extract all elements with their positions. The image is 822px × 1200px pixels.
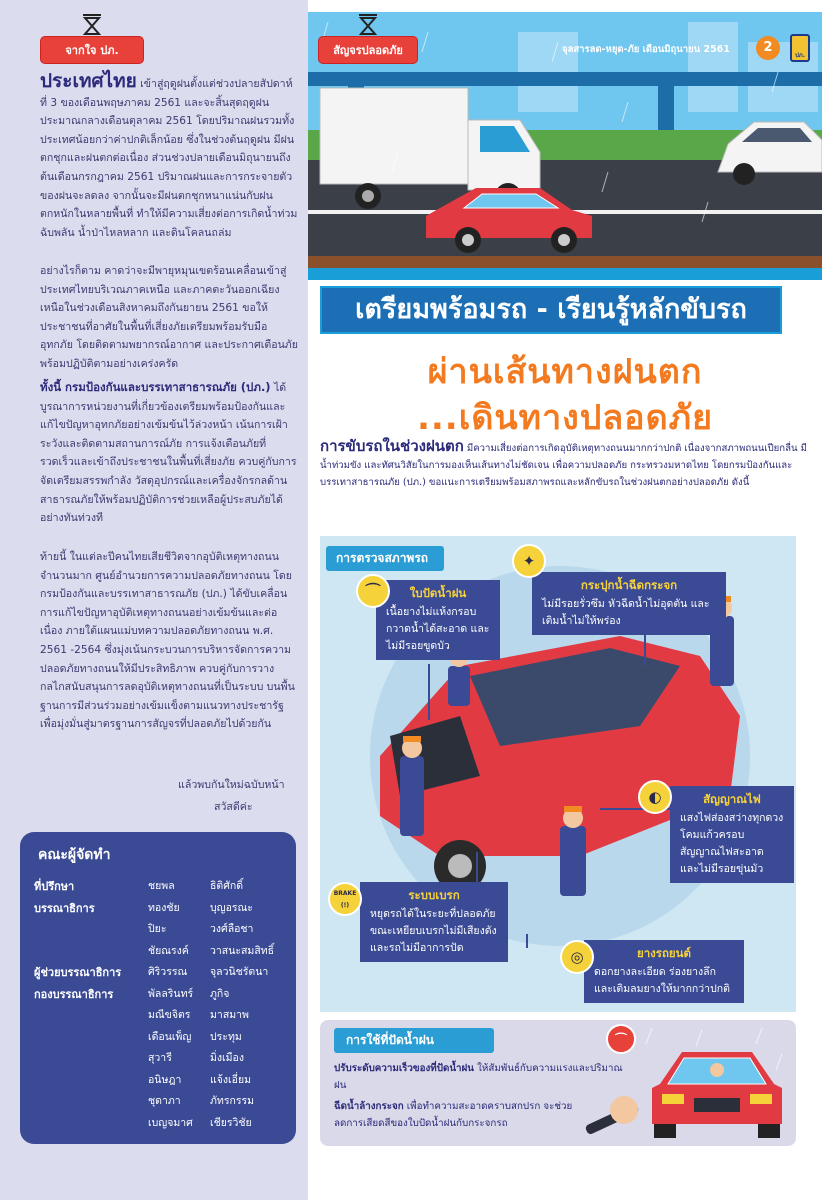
intro-paragraph [320, 438, 812, 491]
staff-role: กองบรรณาธิการ [34, 987, 114, 1001]
staff-role [34, 1113, 148, 1135]
staff-title: คณะผู้จัดทำ [38, 847, 111, 863]
check-card-title: ระบบเบรก [408, 888, 460, 902]
staff-row [34, 1091, 282, 1113]
staff-role [34, 1005, 148, 1027]
staff-first-name: ชุดาภา [148, 1095, 181, 1107]
wiper-tip-1-lead: ปรับระดับความเร็วของที่ปัดน้ำฝน [334, 1063, 474, 1074]
check-card-title: ยางรถยนต์ [636, 946, 692, 960]
staff-last-name: มิ่งเมือง [210, 1052, 244, 1064]
issue-text: จุลสารลด-หยุด-ภัย เดือนมิถุนายน 2561 [562, 44, 730, 55]
tire-icon: ◎ [560, 940, 594, 974]
check-card-washer-tank [532, 572, 726, 635]
staff-role [34, 919, 148, 941]
section-tag-right: สัญจรปลอดภัย [318, 36, 418, 64]
staff-last-name: จุลวนิชรัตนา [210, 966, 269, 978]
staff-last-name: ธิติศักดิ์ [210, 880, 244, 892]
staff-last-name: ภูกิจ [210, 987, 230, 1000]
wiper-usage-box [320, 1020, 796, 1146]
staff-first-name: ชัยณรงค์ [148, 944, 189, 957]
staff-role: ผู้ช่วยบรรณาธิการ [34, 966, 122, 979]
check-card-text: เนื้อยางไม่แห้งกรอบ กวาดน้ำได้สะอาด และไม่มีรอยขูดบัว [386, 606, 490, 652]
staff-row [34, 984, 282, 1006]
bowtie-icon [82, 14, 102, 36]
staff-list [34, 876, 282, 1134]
orange-title-1: ผ่านเส้นทางฝนตก [427, 352, 703, 392]
page-number: 2 [756, 36, 780, 60]
windshield-wiper-icon: ⌒ [606, 1024, 636, 1054]
staff-role [34, 1048, 148, 1070]
paragraph-1-body: เข้าสู่ฤดูฝนตั้งแต่ช่วงปลายสัปดาห์ที่ 3 ของเดือนพฤษภาคม 2561 และจะสิ้นสุดฤดูฝนประมาณกลางเดือนตุลาคม 2561 โดยปริมาณฝนรวมทั้งประเทศน้อยกว่าค่าปกติเล็กน้อย ซึ่งในช่วงต้นฤดูฝน มีฝนตกชุกและฝนตกต่อเนื่อง ส่วนช่วงปลายเดือนมิถุนายนถึงต้นเดือนกรกฎาคม 2561 ปริมาณฝนและการกระจายตัวของฝนจะลดลง จากนั้นจะมีฝนตกชุกหนาแน่นกับฝนตกหนักในหลายพื้นที่ ทำให้มีความเสี่ยงต่อการเกิดน้ำท่วมฉับพลัน น้ำป่าไหลหลาก และดินโคลนถล่ม [40, 78, 298, 239]
staff-first-name: อนิษฎา [148, 1073, 182, 1086]
wiper-usage-label: การใช้ที่ปัดน้ำฝน [334, 1028, 494, 1053]
staff-first-name: ชยพล [148, 880, 175, 892]
main-title: เตรียมพร้อมรถ - เรียนรู้หลักขับรถ [320, 286, 782, 334]
rainy-car-illustration [642, 1024, 792, 1144]
intro-body: มีความเสี่ยงต่อการเกิดอุบัติเหตุทางถนนมากกว่าปกติ เนื่องจากสภาพถนนเปียกลื่น มีน้ำท่วมขัง และทัศนวิสัยในการมองเห็นเส้นทางไม่ชัดเจน เพื่อความปลอดภัย กระทรวงมหาดไทย โดยกรมป้องกันและบรรเทาสาธารณภัย (ปภ.) ขอแนะการเตรียมพร้อมสภาพรถและหลักขับรถในช่วงฝนตกอย่างปลอดภัย ดังนี้ [320, 443, 807, 488]
check-card-lights [670, 786, 794, 883]
staff-last-name: บุญอรณะ [210, 901, 253, 914]
staff-first-name: เดือนเพ็ญ [148, 1030, 192, 1043]
right-column [308, 0, 822, 1200]
check-card-title: กระปุกน้ำฉีดกระจก [580, 578, 678, 592]
section-tag-left: จากใจ ปภ. [40, 36, 144, 64]
check-card-title: ใบปัดน้ำฝน [409, 586, 467, 600]
staff-row [34, 1027, 282, 1049]
staff-row [34, 876, 282, 898]
staff-last-name: ประทุม [210, 1030, 242, 1043]
staff-first-name: มณีขจิตร [148, 1009, 191, 1021]
staff-row [34, 1048, 282, 1070]
staff-last-name: มาสมาพ [210, 1009, 249, 1021]
staff-last-name: วงศ์ลือชา [210, 923, 254, 935]
paragraph-4: ท้ายนี้ ในแต่ละปีคนไทยเสียชีวิตจากอุบัติเหตุทางถนนจำนวนมาก ศูนย์อำนวยการความปลอดภัยทางถนน โดยกรมป้องกันและบรรเทาสาธารณภัย (ปภ.) ได้ขับเคลื่อนการแก้ไขปัญหาอุบัติเหตุทางถนนอย่างเข้มข้นและต่อเนื่อง ภายใต้แผนแม่บทความปลอดภัยทางถนน พ.ศ. 2561 -2564 ซึ่งมุ่งเน้นกระบวนการบริหารจัดการความปลอดภัยทางถนนให้มีประสิทธิภาพ ควบคู่กับการวางกลไกสนับสนุนการลดอุบัติเหตุทางถนนที่เป็นระบบ บนพื้นฐานการมีส่วนร่วมอย่างเข้มแข็งตามแนวทางประชารัฐ เพื่อมุ่งมั่นสู่มาตรฐานการสัญจรที่ปลอดภัยไปด้วยกัน [40, 551, 295, 731]
intro-lead: การขับรถในช่วงฝนตก [320, 437, 464, 455]
staff-last-name: แจ้งเอี่ยม [210, 1073, 252, 1086]
check-card-text: ไม่มีรอยรั่วซึม หัวฉีดน้ำไม่อุดตัน และเติมน้ำไม่ให้พร่อง [542, 598, 710, 627]
check-card-wiper-blade [376, 580, 500, 660]
paragraph-3 [40, 378, 298, 528]
paragraph-1 [40, 72, 298, 242]
staff-last-name: ภัทรกรรม [210, 1095, 255, 1107]
check-card-text: แสงไฟส่องสว่างทุกดวง โคมแก้วครอบสัญญาณไฟสะอาด และไม่มีรอยขุ่นมัว [680, 812, 784, 875]
staff-role: บรรณาธิการ [34, 901, 95, 915]
staff-first-name: เบญจมาศ [148, 1116, 193, 1129]
staff-role: ที่ปรึกษา [34, 880, 75, 893]
paragraph-1-lead: ประเทศไทย [40, 70, 137, 92]
wiper-tip-1-body: ให้สัมพันธ์กับความแรงและปริมาณฝน [334, 1063, 623, 1091]
wiper-tip-2-lead: ฉีดน้ำล้างกระจก [334, 1101, 404, 1112]
staff-last-name: เชียรวิชัย [210, 1116, 252, 1129]
paragraph-2: อย่างไรก็ตาม คาดว่าจะมีพายุหมุนเขตร้อนเคลื่อนเข้าสู่ประเทศไทยบริเวณภาคเหนือ และภาคตะวันออกเฉียงเหนือในช่วงเดือนสิงหาคมถึงกันยายน 2561 ขอให้ประชาชนที่อาศัยในพื้นที่เสี่ยงภัยเตรียมพร้อมรับมืออุทกภัย โดยติดตามพยากรณ์อากาศ และประกาศเตือนภัย พร้อมปฏิบัติตามอย่างเคร่งครัด [40, 265, 299, 370]
staff-first-name: ทองชัย [148, 901, 180, 914]
staff-row [34, 898, 282, 920]
staff-first-name: ปิยะ [148, 923, 167, 935]
staff-first-name: พัลลรินทร์ [148, 987, 194, 1000]
staff-row [34, 919, 282, 941]
wiper-icon: ⌒ [356, 574, 390, 608]
signoff-line-1: แล้วพบกันใหม่ฉบับหน้า [178, 779, 285, 791]
staff-box [20, 832, 296, 1144]
staff-role [34, 1091, 148, 1113]
left-column [0, 0, 308, 1200]
headlight-icon: ◐ [638, 780, 672, 814]
orange-title-2: ...เดินทางปลอดภัย [416, 398, 714, 438]
staff-role [34, 941, 148, 963]
bowtie-icon [358, 14, 378, 36]
washer-lever-hand-illustration [582, 1084, 642, 1144]
washer-icon: ✦ [512, 544, 546, 578]
car-check-panel [320, 536, 796, 1012]
signoff-line-2: สวัสดีค่ะ [214, 801, 253, 813]
staff-first-name: ศิริวรรณ [148, 966, 188, 978]
brake-icon-label: BRAKE [333, 890, 357, 897]
staff-role [34, 1070, 148, 1092]
leader-line [428, 664, 430, 720]
brake-icon: BRAKE (!) [328, 882, 362, 916]
leader-line [526, 934, 528, 948]
staff-row [34, 962, 282, 984]
check-card-text: หยุดรถได้ในระยะที่ปลอดภัย ขณะเหยียบเบรกไม่มีเสียงดัง และรถไม่มีอาการปัด [370, 908, 497, 954]
wiper-tip-2 [334, 1098, 584, 1132]
staff-first-name: สุวารี [148, 1052, 172, 1064]
staff-last-name: วาสนะสมสิทธิ์ [210, 944, 275, 957]
check-card-tires [584, 940, 744, 1003]
paragraph-3-body: ได้บูรณาการหน่วยงานที่เกี่ยวข้องเตรียมพร้อมป้องกันและแก้ไขปัญหาอุทกภัยอย่างเข้มข้นไว้ล่วงหน้า เน้นการเฝ้าระวังและติดตามสถานการณ์ภัย การแจ้งเตือนภัยที่รวดเร็วและเข้าถึงประชาชนในพื้นที่เสี่ยงภัย ควบคู่กับการจัดเตรียมสรรพกำลัง วัสดุอุปกรณ์และเครื่องจักรกลด้านสาธารณภัยให้พร้อมปฏิบัติการช่วยเหลือผู้ประสบภัยได้อย่างทันท่วงที [40, 382, 297, 525]
check-card-brakes [360, 882, 508, 962]
check-card-title: สัญญาณไฟ [703, 792, 761, 806]
staff-role [34, 1027, 148, 1049]
car-check-label: การตรวจสภาพรถ [326, 546, 444, 571]
staff-row [34, 941, 282, 963]
wiper-tip-2-body: เพื่อทำความสะอาดคราบสกปรก จะช่วยลดการเสียดสีของใบปัดน้ำฝนกับกระจกรถ [334, 1101, 573, 1129]
staff-row [34, 1113, 282, 1135]
staff-row [34, 1005, 282, 1027]
dept-logo: ปภ. [790, 34, 810, 62]
check-card-text: ดอกยางละเอียด ร่องยางลึก และเติมลมยางให้มากกว่าปกติ [594, 966, 730, 995]
paragraph-3-lead: ทั้งนี้ กรมป้องกันและบรรเทาสาธารณภัย (ปภ.) [40, 380, 271, 394]
hero-bottom-stripe [308, 268, 822, 280]
staff-row [34, 1070, 282, 1092]
